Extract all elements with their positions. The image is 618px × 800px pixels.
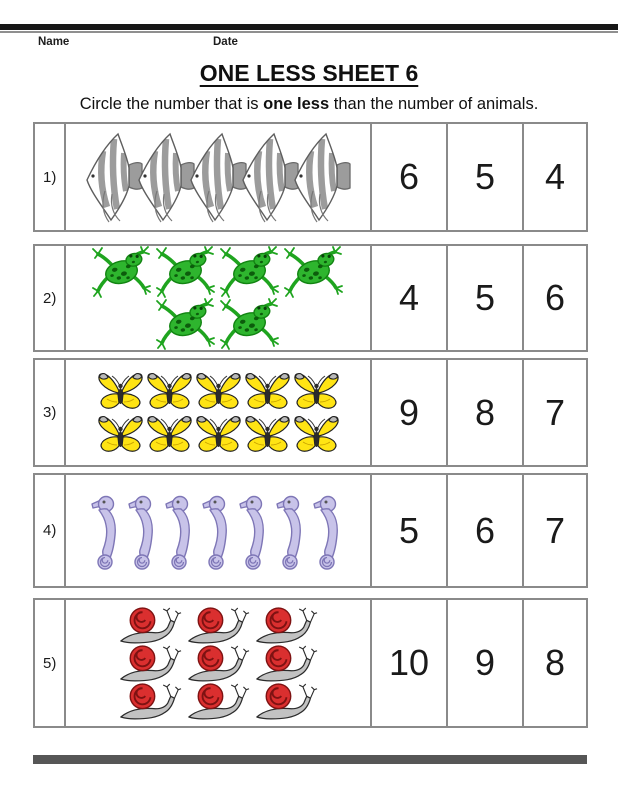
row-number-label: 3)	[35, 360, 66, 465]
angelfish-icon	[241, 131, 299, 223]
animal-picture-row	[97, 413, 340, 456]
animal-picture-row	[118, 644, 318, 682]
answer-choice-5[interactable]: 5	[448, 124, 524, 230]
seahorse-icon	[90, 491, 125, 571]
worksheet-row	[33, 358, 588, 467]
seahorse-icon	[201, 491, 236, 571]
seahorse-icon	[275, 491, 310, 571]
answer-choice-6[interactable]: 6	[448, 475, 524, 586]
instruction-bold: one less	[263, 95, 330, 113]
seahorse-icon	[164, 491, 199, 571]
animal-picture-row	[118, 606, 318, 644]
answer-choice-8[interactable]: 8	[448, 360, 524, 465]
answer-choice-4[interactable]: 4	[372, 246, 448, 350]
angelfish-icon	[85, 131, 143, 223]
worksheet-row	[33, 122, 588, 232]
angelfish-icon	[293, 131, 351, 223]
frog-icon	[219, 298, 281, 350]
butterfly-icon	[97, 413, 144, 456]
animal-picture-row	[118, 682, 318, 720]
frog-pictures-cell	[66, 246, 372, 350]
worksheet-row	[33, 473, 588, 588]
seahorse-icon	[312, 491, 347, 571]
top-divider-bar	[0, 24, 618, 30]
butterfly-icon	[97, 370, 144, 413]
answer-choice-9[interactable]: 9	[448, 600, 524, 726]
answer-choice-6[interactable]: 6	[544, 277, 566, 318]
answer-choice-7[interactable]: 7	[544, 509, 566, 551]
butterfly-pictures-cell	[66, 360, 372, 465]
row-number-label: 1)	[35, 124, 66, 230]
answer-choice-5[interactable]: 5	[372, 475, 448, 586]
frog-icon	[283, 246, 345, 298]
instruction-text	[0, 95, 618, 114]
instruction-suffix: than the number of animals.	[329, 95, 539, 113]
frog-icon	[155, 298, 217, 350]
seahorse-icon	[238, 491, 273, 571]
answer-choice-6[interactable]: 6	[372, 124, 448, 230]
animal-picture-row	[91, 246, 345, 298]
snail-icon	[186, 682, 250, 720]
answer-choice-4[interactable]: 4	[544, 156, 566, 197]
angelfish-pictures-cell	[66, 124, 372, 230]
animal-picture-row	[85, 131, 351, 223]
animal-picture-row	[97, 370, 340, 413]
answer-choice-5[interactable]: 5	[448, 246, 524, 350]
butterfly-icon	[195, 413, 242, 456]
name-field-label: Name	[38, 36, 70, 48]
butterfly-icon	[195, 370, 242, 413]
worksheet-table	[33, 122, 588, 728]
answer-choice-9[interactable]: 9	[372, 360, 448, 465]
butterfly-icon	[244, 370, 291, 413]
row-number-label: 5)	[35, 600, 66, 726]
worksheet-row	[33, 598, 588, 728]
snail-icon	[186, 644, 250, 682]
answer-choice-10[interactable]: 10	[372, 600, 448, 726]
snail-icon	[118, 682, 182, 720]
frog-icon	[91, 246, 153, 298]
snail-icon	[254, 682, 318, 720]
seahorse-pictures-cell	[66, 475, 372, 586]
animal-picture-row	[155, 298, 281, 350]
butterfly-icon	[146, 413, 193, 456]
date-field-label: Date	[213, 36, 238, 48]
instruction-prefix: Circle the number that is	[79, 95, 264, 113]
snail-icon	[254, 606, 318, 644]
snail-icon	[254, 644, 318, 682]
answer-choice-8[interactable]: 8	[544, 642, 566, 683]
snail-icon	[118, 644, 182, 682]
butterfly-icon	[293, 370, 340, 413]
snail-icon	[186, 606, 250, 644]
answer-choice-7[interactable]: 7	[544, 391, 566, 433]
row-number-label: 2)	[35, 246, 66, 350]
seahorse-icon	[127, 491, 162, 571]
page-title: ONE LESS SHEET 6	[199, 60, 419, 86]
snail-pictures-cell	[66, 600, 372, 726]
butterfly-icon	[244, 413, 291, 456]
snail-icon	[118, 606, 182, 644]
row-number-label: 4)	[35, 475, 66, 586]
angelfish-icon	[189, 131, 247, 223]
angelfish-icon	[137, 131, 195, 223]
frog-icon	[219, 246, 281, 298]
worksheet-row	[33, 244, 588, 352]
frog-icon	[155, 246, 217, 298]
bottom-divider-bar	[33, 755, 587, 764]
butterfly-icon	[146, 370, 193, 413]
top-divider-line	[0, 31, 618, 33]
animal-picture-row	[90, 491, 347, 571]
butterfly-icon	[293, 413, 340, 456]
